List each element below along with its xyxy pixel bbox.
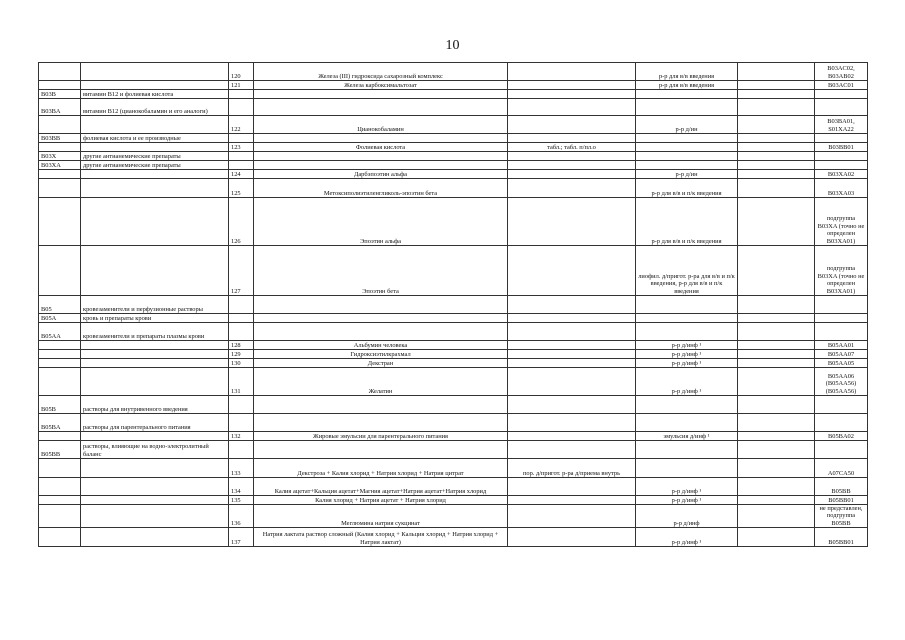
oral-form-cell bbox=[508, 441, 636, 459]
group-name-cell bbox=[81, 63, 229, 81]
group-name-cell bbox=[81, 350, 229, 359]
drug-name-cell: Желатин bbox=[254, 368, 508, 396]
drug-name-cell: Эпоэтин бета bbox=[254, 246, 508, 296]
group-name-cell bbox=[81, 505, 229, 528]
atc-code-cell bbox=[39, 63, 81, 81]
dosage-form-cell bbox=[636, 323, 738, 341]
group-name-cell bbox=[81, 359, 229, 368]
drug-name-cell bbox=[254, 296, 508, 314]
blank-cell bbox=[738, 296, 815, 314]
table-row bbox=[39, 368, 868, 396]
row-number-cell: 131 bbox=[229, 368, 254, 396]
table-row bbox=[39, 90, 868, 99]
atc-code-cell bbox=[39, 341, 81, 350]
oral-form-cell bbox=[508, 368, 636, 396]
atc-reference-cell: B03XA03 bbox=[815, 179, 868, 198]
row-number-cell: 125 bbox=[229, 179, 254, 198]
table-row bbox=[39, 246, 868, 296]
group-name-cell bbox=[81, 143, 229, 152]
row-number-cell: 121 bbox=[229, 81, 254, 90]
blank-cell bbox=[738, 441, 815, 459]
oral-form-cell bbox=[508, 63, 636, 81]
drug-name-cell bbox=[254, 314, 508, 323]
dosage-form-cell: р-р для в/в и п/к введения bbox=[636, 179, 738, 198]
drug-name-cell: Метоксиполиэтиленгликоль-эпоэтин бета bbox=[254, 179, 508, 198]
dosage-form-cell: р-р д/инф ¹ bbox=[636, 359, 738, 368]
atc-code-cell bbox=[39, 459, 81, 478]
dosage-form-cell bbox=[636, 90, 738, 99]
table-row bbox=[39, 152, 868, 161]
atc-reference-cell bbox=[815, 441, 868, 459]
dosage-form-cell bbox=[636, 414, 738, 432]
atc-code-cell bbox=[39, 170, 81, 179]
drug-name-cell: Гидроксиэтилкрахмал bbox=[254, 350, 508, 359]
dosage-form-cell bbox=[636, 152, 738, 161]
row-number-cell bbox=[229, 161, 254, 170]
atc-reference-cell bbox=[815, 414, 868, 432]
row-number-cell bbox=[229, 314, 254, 323]
table-row bbox=[39, 496, 868, 505]
table-row bbox=[39, 528, 868, 547]
group-name-cell: фолиевая кислота и ее производные bbox=[81, 134, 229, 143]
dosage-form-cell: р-р для в/в введения bbox=[636, 81, 738, 90]
drug-name-cell bbox=[254, 414, 508, 432]
atc-code-cell: B05BB bbox=[39, 441, 81, 459]
row-number-cell: 133 bbox=[229, 459, 254, 478]
group-name-cell: кровь и препараты крови bbox=[81, 314, 229, 323]
table-row bbox=[39, 81, 868, 90]
table-row bbox=[39, 359, 868, 368]
oral-form-cell bbox=[508, 90, 636, 99]
table-row bbox=[39, 432, 868, 441]
row-number-cell bbox=[229, 323, 254, 341]
blank-cell bbox=[738, 314, 815, 323]
atc-code-cell bbox=[39, 246, 81, 296]
oral-form-cell bbox=[508, 350, 636, 359]
atc-reference-cell bbox=[815, 314, 868, 323]
group-name-cell bbox=[81, 81, 229, 90]
row-number-cell: 126 bbox=[229, 198, 254, 246]
group-name-cell bbox=[81, 341, 229, 350]
atc-reference-cell bbox=[815, 152, 868, 161]
atc-reference-cell: B05AA06 (B05AA56) (B05AA56) bbox=[815, 368, 868, 396]
atc-reference-cell bbox=[815, 161, 868, 170]
oral-form-cell bbox=[508, 296, 636, 314]
blank-cell bbox=[738, 432, 815, 441]
blank-cell bbox=[738, 350, 815, 359]
oral-form-cell: табл.; табл. п/пл.о bbox=[508, 143, 636, 152]
drug-name-cell bbox=[254, 396, 508, 414]
blank-cell bbox=[738, 152, 815, 161]
table-row bbox=[39, 116, 868, 134]
table-row bbox=[39, 198, 868, 246]
atc-code-cell bbox=[39, 478, 81, 496]
oral-form-cell bbox=[508, 246, 636, 296]
drug-name-cell bbox=[254, 99, 508, 116]
dosage-form-cell bbox=[636, 143, 738, 152]
drug-name-cell: Дарбэпоэтин альфа bbox=[254, 170, 508, 179]
table-row bbox=[39, 179, 868, 198]
drug-list-table bbox=[38, 62, 868, 547]
group-name-cell: растворы для внутривенного введения bbox=[81, 396, 229, 414]
dosage-form-cell: р-р д/инф ¹ bbox=[636, 368, 738, 396]
blank-cell bbox=[738, 478, 815, 496]
atc-reference-cell: B03AC02, B03AB02 bbox=[815, 63, 868, 81]
oral-form-cell bbox=[508, 396, 636, 414]
row-number-cell bbox=[229, 296, 254, 314]
atc-code-cell: B05BA bbox=[39, 414, 81, 432]
group-name-cell: растворы, влияющие на водно-электролитный баланс bbox=[81, 441, 229, 459]
group-name-cell bbox=[81, 528, 229, 547]
oral-form-cell bbox=[508, 81, 636, 90]
oral-form-cell bbox=[508, 341, 636, 350]
group-name-cell: другие антианемические препараты bbox=[81, 161, 229, 170]
oral-form-cell bbox=[508, 134, 636, 143]
atc-reference-cell bbox=[815, 396, 868, 414]
row-number-cell: 132 bbox=[229, 432, 254, 441]
atc-code-cell: B05AA bbox=[39, 323, 81, 341]
oral-form-cell bbox=[508, 478, 636, 496]
blank-cell bbox=[738, 528, 815, 547]
atc-code-cell bbox=[39, 528, 81, 547]
atc-code-cell bbox=[39, 505, 81, 528]
drug-name-cell bbox=[254, 152, 508, 161]
atc-reference-cell: B05BB01 bbox=[815, 528, 868, 547]
blank-cell bbox=[738, 90, 815, 99]
dosage-form-cell: р-р д/инф ¹ bbox=[636, 478, 738, 496]
row-number-cell: 130 bbox=[229, 359, 254, 368]
atc-code-cell bbox=[39, 496, 81, 505]
drug-name-cell: Железа карбоксимальтозат bbox=[254, 81, 508, 90]
dosage-form-cell bbox=[636, 396, 738, 414]
table-row bbox=[39, 99, 868, 116]
blank-cell bbox=[738, 323, 815, 341]
group-name-cell bbox=[81, 432, 229, 441]
row-number-cell: 124 bbox=[229, 170, 254, 179]
dosage-form-cell: р-р д/инф ¹ bbox=[636, 341, 738, 350]
blank-cell bbox=[738, 99, 815, 116]
table-row bbox=[39, 396, 868, 414]
row-number-cell: 134 bbox=[229, 478, 254, 496]
blank-cell bbox=[738, 368, 815, 396]
atc-reference-cell: подгруппа B03XA (точно не определен B03XA01) bbox=[815, 246, 868, 296]
page-number: 10 bbox=[445, 38, 460, 53]
atc-code-cell bbox=[39, 350, 81, 359]
atc-code-cell bbox=[39, 359, 81, 368]
atc-reference-cell bbox=[815, 99, 868, 116]
group-name-cell bbox=[81, 246, 229, 296]
atc-code-cell: B05B bbox=[39, 396, 81, 414]
dosage-form-cell bbox=[636, 296, 738, 314]
oral-form-cell bbox=[508, 528, 636, 547]
group-name-cell bbox=[81, 179, 229, 198]
atc-code-cell bbox=[39, 432, 81, 441]
group-name-cell: растворы для парентерального питания bbox=[81, 414, 229, 432]
drug-name-cell: Железа (III) гидроксида сахарозный комплекс bbox=[254, 63, 508, 81]
atc-reference-cell bbox=[815, 296, 868, 314]
drug-name-cell bbox=[254, 134, 508, 143]
row-number-cell: 136 bbox=[229, 505, 254, 528]
atc-code-cell: B03B bbox=[39, 90, 81, 99]
atc-code-cell bbox=[39, 179, 81, 198]
atc-reference-cell bbox=[815, 134, 868, 143]
oral-form-cell bbox=[508, 496, 636, 505]
row-number-cell bbox=[229, 90, 254, 99]
table-row bbox=[39, 505, 868, 528]
drug-name-cell: Эпоэтин альфа bbox=[254, 198, 508, 246]
dosage-form-cell bbox=[636, 161, 738, 170]
blank-cell bbox=[738, 170, 815, 179]
table-row bbox=[39, 350, 868, 359]
atc-reference-cell: не представлен, подгруппа B05BB bbox=[815, 505, 868, 528]
blank-cell bbox=[738, 459, 815, 478]
table-row bbox=[39, 341, 868, 350]
dosage-form-cell: р-р для в/в введения bbox=[636, 63, 738, 81]
atc-code-cell bbox=[39, 143, 81, 152]
blank-cell bbox=[738, 161, 815, 170]
oral-form-cell bbox=[508, 170, 636, 179]
table-row bbox=[39, 296, 868, 314]
atc-reference-cell: B05BB bbox=[815, 478, 868, 496]
blank-cell bbox=[738, 505, 815, 528]
row-number-cell bbox=[229, 414, 254, 432]
dosage-form-cell: р-р д/инф ¹ bbox=[636, 350, 738, 359]
blank-cell bbox=[738, 179, 815, 198]
row-number-cell: 123 bbox=[229, 143, 254, 152]
dosage-form-cell bbox=[636, 441, 738, 459]
atc-code-cell: B03BB bbox=[39, 134, 81, 143]
atc-reference-cell: B05BA02 bbox=[815, 432, 868, 441]
dosage-form-cell bbox=[636, 459, 738, 478]
blank-cell bbox=[738, 116, 815, 134]
row-number-cell: 127 bbox=[229, 246, 254, 296]
drug-name-cell: Цианокобаламин bbox=[254, 116, 508, 134]
oral-form-cell bbox=[508, 179, 636, 198]
atc-reference-cell: B05AA07 bbox=[815, 350, 868, 359]
drug-name-cell bbox=[254, 161, 508, 170]
oral-form-cell bbox=[508, 99, 636, 116]
oral-form-cell bbox=[508, 414, 636, 432]
drug-name-cell: Меглюмина натрия сукцинат bbox=[254, 505, 508, 528]
dosage-form-cell bbox=[636, 314, 738, 323]
drug-name-cell: Фолиевая кислота bbox=[254, 143, 508, 152]
drug-name-cell bbox=[254, 90, 508, 99]
row-number-cell: 129 bbox=[229, 350, 254, 359]
row-number-cell: 137 bbox=[229, 528, 254, 547]
oral-form-cell bbox=[508, 314, 636, 323]
atc-reference-cell bbox=[815, 323, 868, 341]
group-name-cell: витамин B12 (цианокобаламин и его аналоги) bbox=[81, 99, 229, 116]
blank-cell bbox=[738, 143, 815, 152]
oral-form-cell bbox=[508, 505, 636, 528]
oral-form-cell: пор. д/пригот. р-ра д/приема внутрь bbox=[508, 459, 636, 478]
blank-cell bbox=[738, 63, 815, 81]
row-number-cell: 122 bbox=[229, 116, 254, 134]
atc-code-cell bbox=[39, 116, 81, 134]
blank-cell bbox=[738, 359, 815, 368]
drug-name-cell: Натрия лактата раствор сложный (Калия хлорид + Кальция хлорид + Натрия хлорид + Натрия лактат) bbox=[254, 528, 508, 547]
blank-cell bbox=[738, 198, 815, 246]
table-row bbox=[39, 161, 868, 170]
dosage-form-cell: р-р д/инф ¹ bbox=[636, 528, 738, 547]
atc-reference-cell: B03XA02 bbox=[815, 170, 868, 179]
dosage-form-cell: р-р для в/в и п/к введения bbox=[636, 198, 738, 246]
row-number-cell bbox=[229, 99, 254, 116]
table-row bbox=[39, 170, 868, 179]
row-number-cell bbox=[229, 396, 254, 414]
atc-code-cell: B05A bbox=[39, 314, 81, 323]
group-name-cell bbox=[81, 496, 229, 505]
dosage-form-cell: р-р д/инф ¹ bbox=[636, 496, 738, 505]
atc-reference-cell bbox=[815, 90, 868, 99]
dosage-form-cell bbox=[636, 134, 738, 143]
blank-cell bbox=[738, 396, 815, 414]
table-row bbox=[39, 143, 868, 152]
oral-form-cell bbox=[508, 152, 636, 161]
drug-name-cell: Декстроза + Калия хлорид + Натрия хлорид + Натрия цитрат bbox=[254, 459, 508, 478]
atc-reference-cell: B03AC01 bbox=[815, 81, 868, 90]
blank-cell bbox=[738, 341, 815, 350]
group-name-cell: кровезаменители и перфузионные растворы bbox=[81, 296, 229, 314]
table-row bbox=[39, 134, 868, 143]
dosage-form-cell: эмульсия д/инф ¹ bbox=[636, 432, 738, 441]
table-row bbox=[39, 459, 868, 478]
group-name-cell bbox=[81, 198, 229, 246]
drug-name-cell: Декстран bbox=[254, 359, 508, 368]
group-name-cell bbox=[81, 459, 229, 478]
drug-name-cell bbox=[254, 323, 508, 341]
dosage-form-cell: лиофил. д/пригот. р-ра для в/в и п/к введения, р-р для в/в и п/к введения bbox=[636, 246, 738, 296]
atc-reference-cell: B03BA01, S01XA22 bbox=[815, 116, 868, 134]
blank-cell bbox=[738, 246, 815, 296]
atc-code-cell bbox=[39, 368, 81, 396]
group-name-cell: кровезаменители и препараты плазмы крови bbox=[81, 323, 229, 341]
drug-name-cell: Калия ацетат+Кальция ацетат+Магния ацетат+Натрия ацетат+Натрия хлорид bbox=[254, 478, 508, 496]
blank-cell bbox=[738, 81, 815, 90]
atc-reference-cell: B05AA01 bbox=[815, 341, 868, 350]
blank-cell bbox=[738, 414, 815, 432]
table-row bbox=[39, 63, 868, 81]
blank-cell bbox=[738, 134, 815, 143]
oral-form-cell bbox=[508, 116, 636, 134]
table-row bbox=[39, 314, 868, 323]
oral-form-cell bbox=[508, 161, 636, 170]
atc-code-cell bbox=[39, 81, 81, 90]
row-number-cell: 120 bbox=[229, 63, 254, 81]
table-row bbox=[39, 478, 868, 496]
dosage-form-cell: р-р д/инф bbox=[636, 505, 738, 528]
drug-name-cell: Жировые эмульсии для парентерального питания bbox=[254, 432, 508, 441]
atc-reference-cell: A07CA50 bbox=[815, 459, 868, 478]
atc-reference-cell: B05AA05 bbox=[815, 359, 868, 368]
atc-code-cell: B03BA bbox=[39, 99, 81, 116]
dosage-form-cell bbox=[636, 99, 738, 116]
group-name-cell: витамин B12 и фолиевая кислота bbox=[81, 90, 229, 99]
atc-code-cell: B03XA bbox=[39, 161, 81, 170]
atc-reference-cell: B05BB01 bbox=[815, 496, 868, 505]
atc-reference-cell: подгруппа B03XA (точно не определен B03XA01) bbox=[815, 198, 868, 246]
group-name-cell bbox=[81, 116, 229, 134]
atc-reference-cell: B03BB01 bbox=[815, 143, 868, 152]
row-number-cell bbox=[229, 134, 254, 143]
dosage-form-cell: р-р д/ин bbox=[636, 116, 738, 134]
row-number-cell bbox=[229, 441, 254, 459]
oral-form-cell bbox=[508, 359, 636, 368]
row-number-cell bbox=[229, 152, 254, 161]
oral-form-cell bbox=[508, 432, 636, 441]
row-number-cell: 128 bbox=[229, 341, 254, 350]
oral-form-cell bbox=[508, 323, 636, 341]
group-name-cell bbox=[81, 170, 229, 179]
table-row bbox=[39, 414, 868, 432]
blank-cell bbox=[738, 496, 815, 505]
atc-code-cell: B05 bbox=[39, 296, 81, 314]
group-name-cell bbox=[81, 478, 229, 496]
group-name-cell: другие антианемические препараты bbox=[81, 152, 229, 161]
row-number-cell: 135 bbox=[229, 496, 254, 505]
drug-name-cell bbox=[254, 441, 508, 459]
oral-form-cell bbox=[508, 198, 636, 246]
group-name-cell bbox=[81, 368, 229, 396]
atc-code-cell: B03X bbox=[39, 152, 81, 161]
table-row bbox=[39, 323, 868, 341]
drug-name-cell: Альбумин человека bbox=[254, 341, 508, 350]
atc-code-cell bbox=[39, 198, 81, 246]
table-row bbox=[39, 441, 868, 459]
dosage-form-cell: р-р д/ин bbox=[636, 170, 738, 179]
drug-name-cell: Калия хлорид + Натрия ацетат + Натрия хлорид bbox=[254, 496, 508, 505]
